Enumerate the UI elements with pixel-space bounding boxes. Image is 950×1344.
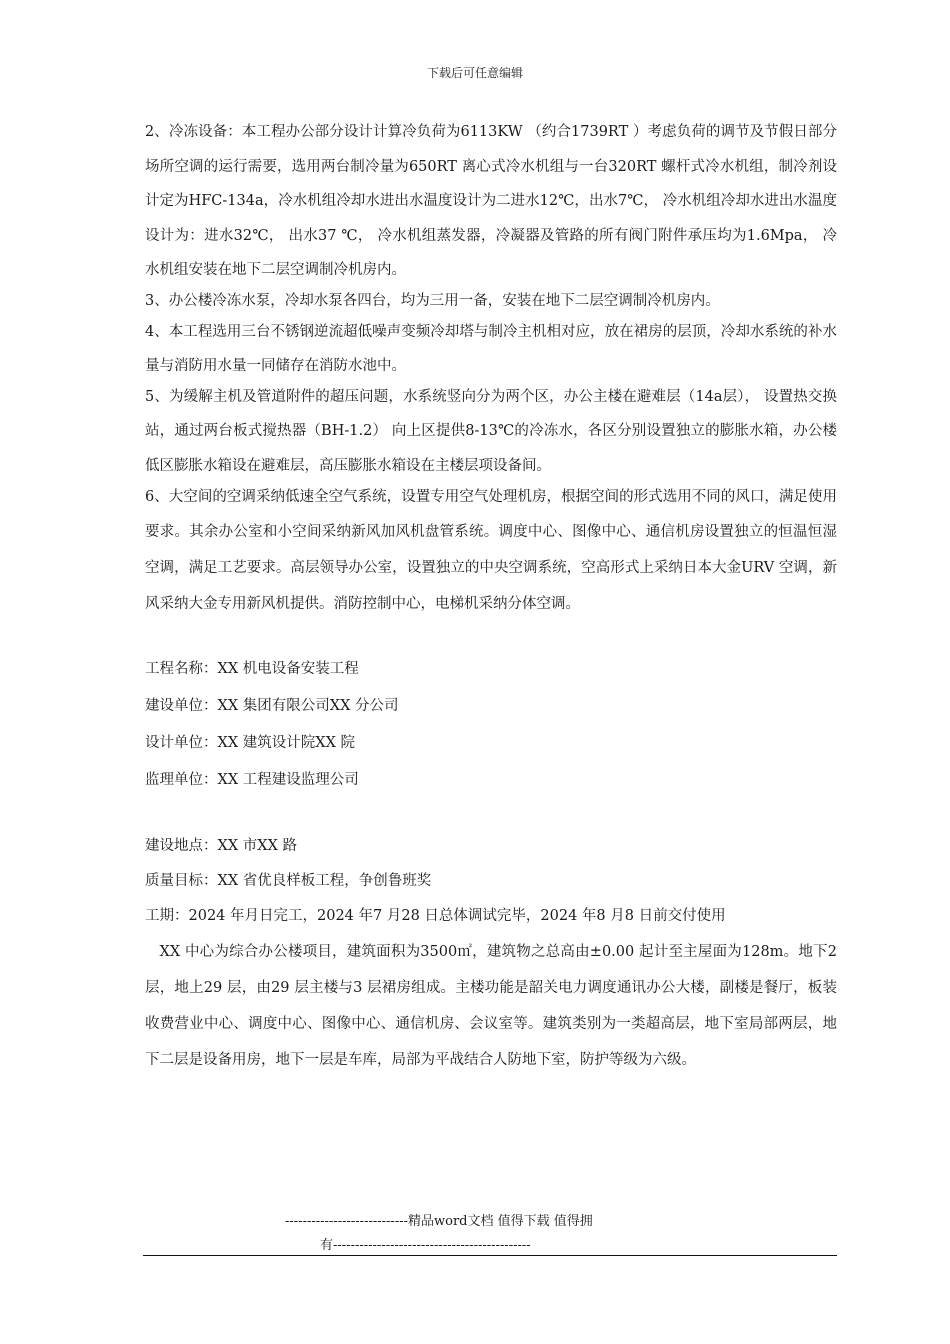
construction-unit: 建设单位：XX 集团有限公司XX 分公司 (145, 697, 399, 714)
footer-divider (143, 1255, 837, 1256)
schedule: 工期：2024 年月日完工，2024 年7 月28 日总体调试完毕，2024 年8 月8 日前交付使用 (145, 907, 726, 924)
paragraph-air-conditioning: 6、大空间的空调采纳低速全空气系统，设置专用空气处理机房，根据空间的形式选用不同的风口，满足使用要求。其余办公室和小空间采纳新风加风机盘管系统。调度中心、图像中心、通信机房设置独立的恒温恒湿空调，满足工艺要求。高层领导办公室，设置独立的中央空调系统，空高形式上采纳日本大金URV 空调，新风采纳大金专用新风机提供。消防控制中心，电梯机采纳分体空调。 (145, 488, 837, 612)
paragraph-pumps: 3、办公楼冷冻水泵，冷却水泵各四台，均为三用一备，安装在地下二层空调制冷机房内。 (145, 292, 720, 309)
construction-site: 建设地点：XX 市XX 路 (145, 837, 298, 854)
page-header-note: 下载后可任意编辑 (426, 66, 523, 80)
paragraph-cooling-towers: 4、本工程选用三台不锈钢逆流超低噪声变频冷却塔与制冷主机相对应，放在裙房的层顶，冷却水系统的补水量与消防用水量一同储存在消防水池中。 (145, 323, 837, 375)
project-overview: XX 中心为综合办公楼项目，建筑面积为3500㎡，建筑物之总高由±0.00 起计至主屋面为128m。地下2 层，地上29 层，由29 层主楼与3 层裙房组成。主楼功能是韶关电力调度通讯办公大楼，副楼是餐厅，板装收费营业中心、调度中心、图像中心、通信机房、会议室等。建筑类别为一类超高层，地下室局部两层，地下二层是设备用房，地下一层是车库，局部为平战结合人防地下室，防护等级为六级。 (145, 943, 837, 1068)
document-body (145, 115, 837, 1078)
paragraph-water-system-zones: 5、为缓解主机及管道附件的超压问题，水系统竖向分为两个区，办公主楼在避难层（14a层）， 设置热交换站，通过两台板式搅热器（BH-1.2） 向上区提供8-13℃的冷冻水，各区分别设置独立的膨胀水箱，办公楼低区膨胀水箱设在避难层，高压膨胀水箱设在主楼层项设备间。 (145, 388, 837, 474)
paragraph-refrigeration-equipment: 2、冷冻设备：本工程办公部分设计计算冷负荷为6113KW （约合1739RT ）考虑负荷的调节及节假日部分场所空调的运行需要，选用两台制冷量为650RT 离心式冷水机组与一台320RT 螺杆式冷水机组，制冷剂设计定为HFC-134a，冷水机组冷却水进出水温度设计为二进水12℃，出水7℃， 冷水机组冷却水进出水温度设计为：进水32℃， 出水37 ℃， 冷水机组蒸发器，冷凝器及管路的所有阀门附件承压均为1.6Mpa， 冷水机组安装在地下二层空调制冷机房内。 (145, 124, 837, 279)
project-name: 工程名称：XX 机电设备安装工程 (145, 660, 359, 677)
footer-text-line1: ----------------------------精品word文档 值得下载 值得拥 (285, 1214, 593, 1229)
spacer (145, 799, 837, 829)
design-unit: 设计单位：XX 建筑设计院XX 院 (145, 734, 356, 751)
footer-text-line2: 有--------------------------------------------- (320, 1238, 531, 1253)
supervision-unit: 监理单位：XX 工程建设监理公司 (145, 771, 359, 788)
quality-target: 质量目标：XX 省优良样板工程，争创鲁班奖 (145, 872, 432, 889)
spacer (145, 623, 837, 651)
